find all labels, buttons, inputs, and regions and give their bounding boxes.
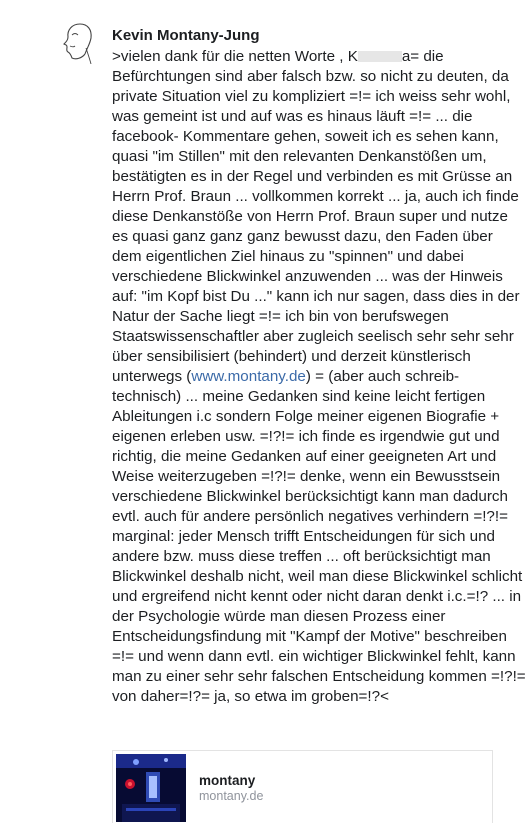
comment-text xyxy=(112,47,526,707)
redacted-name-block xyxy=(358,51,402,62)
sketched-face-icon xyxy=(58,20,102,64)
comment-text-part-3: ) = (aber auch schreib- technisch) ... meine Gedanken sind keine leicht fertigen Ableitungen i.c sondern Folge meiner eigenen Biografie + eigenen erleben usw. =!?!= ich finde es irgendwie gut und richtig, die meine Gedanken auf einer geeigneten Art und Weise weiterzugeben =!?!= denke, wenn ein Bewusstsein verschiedene Blickwinkel berücksichtigt kann man dadurch evtl. auch für andere persönlich negatives verhindern =!?!= marginal: jeder Mensch trifft Entscheidungen für sich und andere bzw. muss diese treffen ... oft berücksichtigt man Blickwinkel deshalb nicht, weil man diese Blickwinkel schlicht und ergreifend nicht kennt oder nicht daran denkt i.c.=!? ... in der Psychologie würde man diesen Prozess einer Entscheidungsfindung mit "Kampf der Motive" beschreiben =!= und wenn dann evtl. ein wichtiger Blickwinkel fehlt, kann man zu einer sehr sehr falschen Entscheidung kommen =!?!= von daher=!?= ja, so etwa im groben=!?< xyxy=(112,368,526,705)
comment-author-name[interactable]: Kevin Montany-Jung xyxy=(112,27,260,44)
link-preview-thumbnail xyxy=(116,754,186,822)
link-preview-domain: montany.de xyxy=(199,789,264,803)
link-preview-title[interactable]: montany xyxy=(199,773,256,788)
comment-text-part-1: >vielen dank für die netten Worte , K xyxy=(112,48,358,65)
comment-body xyxy=(112,26,526,707)
author-avatar[interactable] xyxy=(58,20,102,64)
comment-text-part-2: a= die Befürchtungen sind aber falsch bzw. so nicht zu deuten, da private Situation viel zu kompliziert =!= ich weiss sehr wohl, was gemeint ist und auf was es hinaus läuft =!= ... die facebook- Kommentare gehen, soweit ich es sehen kann, quasi "im Stillen" mit den relevanten Denkanstößen um, bestätigten es in der Regel und verbinden es mit Grüsse an Herrn Prof. Braun ... vollkommen korrekt ... ja, auch ich finde diese Denkanstöße von Herrn Prof. Braun super und nutze es quasi ganz ganz ganz bewusst dazu, den Faden über dem eigentlichen Ziel hinaus zu "spinnen" und dabei verschiedene Blickwinkel anzuwenden ... was der Hinweis auf: "im Kopf bist Du ..." kann ich nur sagen, dass dies in der Natur der Sache liegt =!= ich bin von berufswegen Staatswissenschaftler aber zugleich seelisch sehr sehr sehr über sensibilisiert (behindert) und derzeit künstlerisch unterwegs ( xyxy=(112,48,520,385)
link-preview-card[interactable] xyxy=(112,750,493,823)
stage-artwork-icon xyxy=(116,754,186,822)
comment-inline-link[interactable]: www.montany.de xyxy=(191,368,306,385)
